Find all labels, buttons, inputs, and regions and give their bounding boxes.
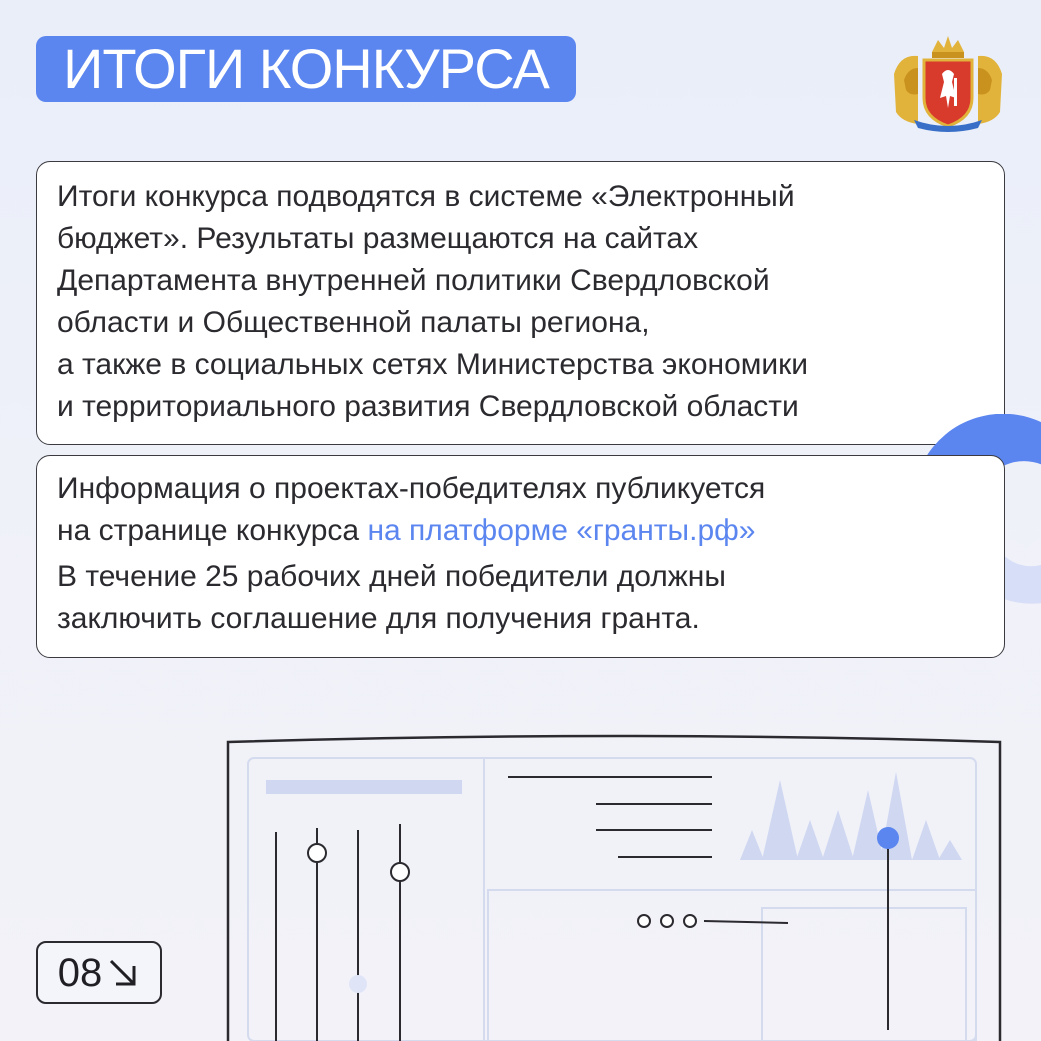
card2-line [57, 510, 984, 552]
coat-of-arms-emblem [888, 34, 1008, 132]
results-info-card [36, 161, 1005, 445]
card2-line: заключить соглашение для получения гранта. [57, 602, 700, 635]
card1-line: а также в социальных сетях Министерства экономики [57, 348, 809, 381]
card1-line: области и Общественной палаты региона, [57, 306, 650, 339]
arrow-down-right-icon [106, 956, 140, 990]
card1-line: и территориального развития Свердловской области [57, 390, 799, 423]
grants-platform-link[interactable]: на платформе «гранты.рф» [367, 514, 756, 547]
winners-info-card [36, 455, 1005, 658]
card2-line: В течение 25 рабочих дней победители должны [57, 560, 726, 593]
card1-line: Итоги конкурса подводятся в системе «Электронный [57, 180, 795, 213]
card1-line: Департамента внутренней политики Свердловской [57, 264, 770, 297]
card1-line: бюджет». Результаты размещаются на сайтах [57, 222, 699, 255]
page-number: 08 [57, 950, 103, 995]
page-title: ИТОГИ КОНКУРСА [36, 36, 576, 102]
card2-line: Информация о проектах-победителях публикуется [57, 472, 766, 505]
card2-line-prefix: на странице конкурса [57, 514, 368, 547]
page-number-badge [36, 941, 162, 1004]
